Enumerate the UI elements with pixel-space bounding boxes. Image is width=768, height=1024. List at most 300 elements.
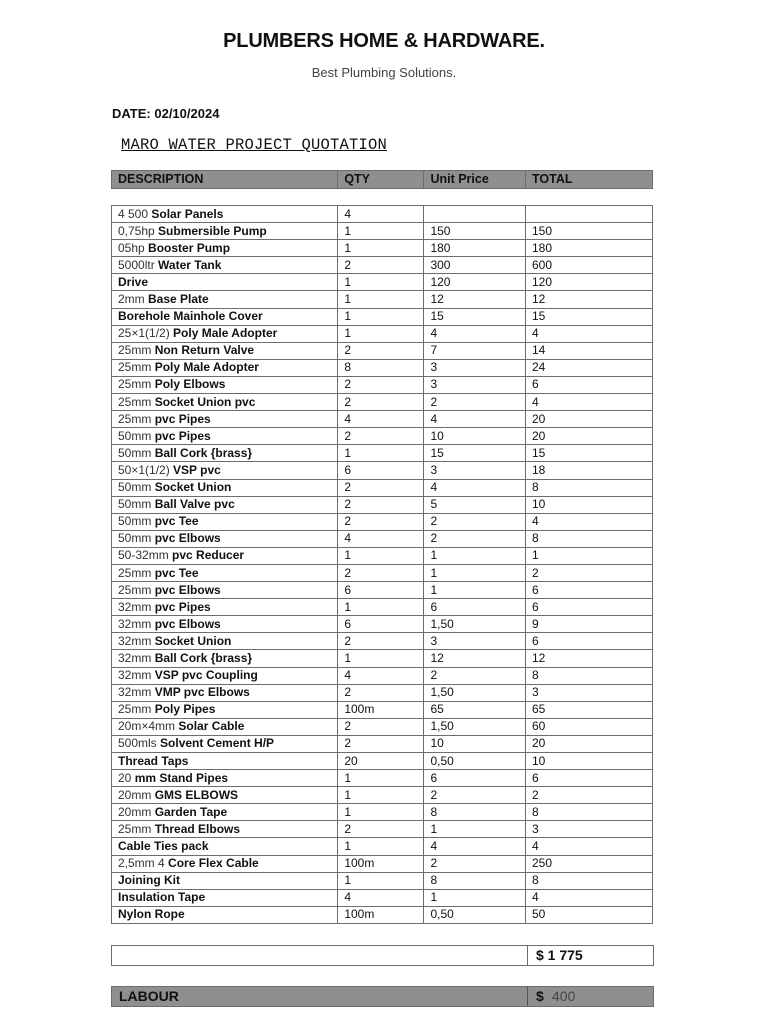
item-unit-price: 15 <box>424 445 526 462</box>
item-qty: 20 <box>338 753 424 770</box>
item-name: Poly Pipes <box>154 702 216 717</box>
item-total: 60 <box>526 718 653 735</box>
item-total: 4 <box>526 325 653 342</box>
item-description <box>112 411 338 428</box>
item-name: pvc Elbows <box>154 616 221 631</box>
quotation-date: DATE: 02/10/2024 <box>112 106 220 121</box>
item-size: 20 <box>118 770 132 785</box>
item-qty: 2 <box>338 257 424 274</box>
item-description <box>112 359 338 376</box>
item-qty: 2 <box>338 342 424 359</box>
item-name: Submersible Pump <box>158 223 267 238</box>
item-size: 4 500 <box>118 206 149 221</box>
item-total: 8 <box>526 804 653 821</box>
item-total: 4 <box>526 513 653 530</box>
item-total: 3 <box>526 821 653 838</box>
item-size: 2mm <box>118 292 145 307</box>
item-size: 25mm <box>118 821 152 836</box>
labour-currency: $ <box>536 988 544 1004</box>
item-name: Ball Cork {brass} <box>154 650 253 665</box>
item-total: 6 <box>526 633 653 650</box>
item-total: 50 <box>526 906 653 923</box>
company-name: PLUMBERS HOME & HARDWARE. <box>223 30 545 52</box>
table-row <box>112 582 653 599</box>
item-unit-price: 12 <box>424 650 526 667</box>
item-description <box>112 240 338 257</box>
item-description <box>112 701 338 718</box>
item-description <box>112 872 338 889</box>
column-header-description: DESCRIPTION <box>112 171 338 189</box>
item-unit-price: 150 <box>424 223 526 240</box>
item-description <box>112 376 338 393</box>
table-row <box>112 701 653 718</box>
item-total: 24 <box>526 359 653 376</box>
item-size: 0,75hp <box>118 223 155 238</box>
item-name: Water Tank <box>158 257 222 272</box>
table-row <box>112 735 653 752</box>
item-total: 10 <box>526 753 653 770</box>
item-size: 25mm <box>118 565 152 580</box>
item-unit-price: 3 <box>424 462 526 479</box>
item-size: 5000ltr <box>118 257 155 272</box>
item-size: 32mm <box>118 599 152 614</box>
item-name: Thread Elbows <box>154 821 241 836</box>
item-description <box>112 855 338 872</box>
table-row <box>112 428 653 445</box>
item-name: Solar Cable <box>178 719 245 734</box>
table-row <box>112 872 653 889</box>
item-unit-price: 65 <box>424 701 526 718</box>
item-name: Insulation Tape <box>118 890 206 905</box>
item-name: Ball Cork {brass} <box>154 445 253 460</box>
item-total: 4 <box>526 838 653 855</box>
item-name: Solar Panels <box>151 206 224 221</box>
item-name: VMP pvc Elbows <box>154 685 250 700</box>
item-qty: 1 <box>338 599 424 616</box>
item-unit-price: 4 <box>424 325 526 342</box>
item-size: 50mm <box>118 445 152 460</box>
item-size: 25mm <box>118 343 152 358</box>
item-total: 9 <box>526 616 653 633</box>
item-qty: 1 <box>338 838 424 855</box>
company-tagline: Best Plumbing Solutions. <box>311 65 457 80</box>
item-qty: 6 <box>338 616 424 633</box>
item-qty: 1 <box>338 872 424 889</box>
item-qty: 2 <box>338 633 424 650</box>
item-qty: 4 <box>338 889 424 906</box>
item-qty: 2 <box>338 428 424 445</box>
item-total: 250 <box>526 855 653 872</box>
item-size: 25mm <box>118 360 152 375</box>
item-size: 50-32mm <box>118 548 169 563</box>
item-size: 25×1(1/2) <box>118 326 170 341</box>
item-total: 8 <box>526 667 653 684</box>
table-row <box>112 855 653 872</box>
item-total: 14 <box>526 342 653 359</box>
item-size: 25mm <box>118 394 152 409</box>
item-size: 32mm <box>118 668 152 683</box>
item-name: Cable Ties pack <box>118 839 209 854</box>
item-total: 18 <box>526 462 653 479</box>
item-total: 6 <box>526 376 653 393</box>
table-row <box>112 838 653 855</box>
table-row <box>112 223 653 240</box>
item-unit-price: 15 <box>424 308 526 325</box>
item-size: 20m×4mm <box>118 719 176 734</box>
item-unit-price: 180 <box>424 240 526 257</box>
item-qty: 1 <box>338 787 424 804</box>
item-unit-price: 3 <box>424 359 526 376</box>
item-qty: 2 <box>338 735 424 752</box>
item-description <box>112 735 338 752</box>
item-description <box>112 428 338 445</box>
column-header-unit-price: Unit Price <box>424 171 526 189</box>
table-row <box>112 889 653 906</box>
item-unit-price: 4 <box>424 411 526 428</box>
item-qty: 4 <box>338 411 424 428</box>
item-total: 2 <box>526 787 653 804</box>
item-qty: 2 <box>338 684 424 701</box>
table-row <box>112 906 653 923</box>
item-name: pvc Elbows <box>154 582 221 597</box>
item-name: Ball Valve pvc <box>154 497 235 512</box>
item-qty: 2 <box>338 496 424 513</box>
item-name: Drive <box>118 274 149 289</box>
table-row <box>112 274 653 291</box>
item-name: Socket Union <box>154 480 232 495</box>
item-size: 25mm <box>118 411 152 426</box>
item-qty: 100m <box>338 701 424 718</box>
item-description <box>112 257 338 274</box>
item-qty: 1 <box>338 274 424 291</box>
item-size: 25mm <box>118 377 152 392</box>
table-row <box>112 496 653 513</box>
item-description <box>112 821 338 838</box>
column-header-total: TOTAL <box>526 171 653 189</box>
item-name: Joining Kit <box>118 873 180 888</box>
item-description <box>112 564 338 581</box>
item-total <box>526 206 653 223</box>
item-qty: 8 <box>338 359 424 376</box>
item-unit-price: 7 <box>424 342 526 359</box>
item-qty: 1 <box>338 547 424 564</box>
item-unit-price: 2 <box>424 855 526 872</box>
item-unit-price: 6 <box>424 599 526 616</box>
table-row <box>112 616 653 633</box>
table-row <box>112 770 653 787</box>
item-description <box>112 462 338 479</box>
table-row <box>112 667 653 684</box>
item-unit-price: 2 <box>424 394 526 411</box>
item-total: 2 <box>526 564 653 581</box>
item-total: 6 <box>526 582 653 599</box>
item-name: Garden Tape <box>154 804 228 819</box>
item-description <box>112 753 338 770</box>
item-description <box>112 906 338 923</box>
project-title: MARO WATER PROJECT QUOTATION <box>121 136 388 154</box>
item-unit-price: 0,50 <box>424 906 526 923</box>
item-size: 32mm <box>118 650 152 665</box>
item-description <box>112 274 338 291</box>
table-row <box>112 462 653 479</box>
item-name: Socket Union <box>154 633 232 648</box>
table-row <box>112 376 653 393</box>
item-qty: 2 <box>338 718 424 735</box>
item-total: 120 <box>526 274 653 291</box>
item-name: pvc Tee <box>154 514 199 529</box>
table-row <box>112 308 653 325</box>
item-name: VSP pvc <box>173 462 221 477</box>
item-description <box>112 718 338 735</box>
item-name: Solvent Cement H/P <box>160 736 275 751</box>
item-description <box>112 650 338 667</box>
item-description <box>112 599 338 616</box>
items-table <box>111 205 653 924</box>
item-unit-price: 3 <box>424 376 526 393</box>
item-size: 32mm <box>118 616 152 631</box>
item-total: 8 <box>526 479 653 496</box>
table-row <box>112 650 653 667</box>
item-description <box>112 667 338 684</box>
item-unit-price: 12 <box>424 291 526 308</box>
item-qty: 1 <box>338 325 424 342</box>
item-name: Borehole Mainhole Cover <box>118 309 263 324</box>
item-size: 20mm <box>118 787 152 802</box>
table-row <box>112 240 653 257</box>
item-unit-price: 1,50 <box>424 616 526 633</box>
item-unit-price: 0,50 <box>424 753 526 770</box>
table-row <box>112 411 653 428</box>
item-description <box>112 325 338 342</box>
item-unit-price: 2 <box>424 667 526 684</box>
item-qty: 1 <box>338 804 424 821</box>
item-name: Core Flex Cable <box>168 856 259 871</box>
table-row <box>112 359 653 376</box>
item-total: 10 <box>526 496 653 513</box>
item-name: Booster Pump <box>148 240 231 255</box>
item-total: 20 <box>526 428 653 445</box>
item-total: 3 <box>526 684 653 701</box>
item-total: 6 <box>526 770 653 787</box>
item-size: 50mm <box>118 497 152 512</box>
item-qty: 4 <box>338 206 424 223</box>
table-row <box>112 530 653 547</box>
item-size: 50mm <box>118 531 152 546</box>
column-header-qty: QTY <box>338 171 424 189</box>
item-total: 8 <box>526 872 653 889</box>
item-description <box>112 889 338 906</box>
item-qty: 6 <box>338 582 424 599</box>
item-qty: 2 <box>338 394 424 411</box>
item-unit-price: 5 <box>424 496 526 513</box>
table-row <box>112 445 653 462</box>
item-name: pvc Pipes <box>154 428 211 443</box>
item-unit-price: 2 <box>424 787 526 804</box>
item-description <box>112 582 338 599</box>
table-row <box>112 684 653 701</box>
item-unit-price: 2 <box>424 513 526 530</box>
item-total: 12 <box>526 650 653 667</box>
item-unit-price: 1 <box>424 564 526 581</box>
item-description <box>112 513 338 530</box>
item-unit-price: 1 <box>424 547 526 564</box>
item-description <box>112 616 338 633</box>
item-qty: 1 <box>338 291 424 308</box>
item-size: 20mm <box>118 804 152 819</box>
item-total: 20 <box>526 411 653 428</box>
table-row <box>112 257 653 274</box>
item-unit-price: 6 <box>424 770 526 787</box>
item-unit-price: 1,50 <box>424 718 526 735</box>
item-description <box>112 770 338 787</box>
item-unit-price: 120 <box>424 274 526 291</box>
item-description <box>112 804 338 821</box>
item-qty: 1 <box>338 650 424 667</box>
item-size: 50mm <box>118 480 152 495</box>
item-description <box>112 479 338 496</box>
item-total: 12 <box>526 291 653 308</box>
table-row <box>112 394 653 411</box>
item-description <box>112 496 338 513</box>
item-description <box>112 206 338 223</box>
table-row <box>112 325 653 342</box>
item-name: Non Return Valve <box>154 343 255 358</box>
item-qty: 2 <box>338 376 424 393</box>
item-description <box>112 445 338 462</box>
item-description <box>112 291 338 308</box>
item-unit-price <box>424 206 526 223</box>
item-unit-price: 1 <box>424 889 526 906</box>
table-row <box>112 513 653 530</box>
item-unit-price: 3 <box>424 633 526 650</box>
item-name: Poly Male Adopter <box>154 360 259 375</box>
item-description <box>112 530 338 547</box>
item-size: 05hp <box>118 240 145 255</box>
item-description <box>112 684 338 701</box>
table-row <box>112 342 653 359</box>
item-qty: 6 <box>338 462 424 479</box>
item-qty: 1 <box>338 240 424 257</box>
table-row <box>112 291 653 308</box>
item-unit-price: 8 <box>424 872 526 889</box>
table-row <box>112 804 653 821</box>
item-unit-price: 1,50 <box>424 684 526 701</box>
item-name: Socket Union pvc <box>154 394 256 409</box>
table-row <box>112 479 653 496</box>
table-row <box>112 753 653 770</box>
item-name: GMS ELBOWS <box>154 787 239 802</box>
item-qty: 2 <box>338 479 424 496</box>
item-total: 15 <box>526 308 653 325</box>
item-qty: 2 <box>338 513 424 530</box>
item-name: pvc Pipes <box>154 411 211 426</box>
item-total: 1 <box>526 547 653 564</box>
item-description <box>112 838 338 855</box>
table-row <box>112 787 653 804</box>
item-unit-price: 4 <box>424 479 526 496</box>
item-qty: 100m <box>338 906 424 923</box>
item-qty: 4 <box>338 667 424 684</box>
table-row <box>112 599 653 616</box>
item-size: 500mls <box>118 736 157 751</box>
item-total: 20 <box>526 735 653 752</box>
table-header <box>111 170 653 189</box>
item-name: mm Stand Pipes <box>134 770 229 785</box>
item-total: 8 <box>526 530 653 547</box>
labour-label: LABOUR <box>119 988 179 1004</box>
item-name: pvc Reducer <box>172 548 245 563</box>
table-row <box>112 821 653 838</box>
item-unit-price: 300 <box>424 257 526 274</box>
item-total: 180 <box>526 240 653 257</box>
item-unit-price: 2 <box>424 530 526 547</box>
item-qty: 1 <box>338 223 424 240</box>
item-unit-price: 8 <box>424 804 526 821</box>
item-total: 65 <box>526 701 653 718</box>
item-name: VSP pvc Coupling <box>154 668 258 683</box>
item-total: 15 <box>526 445 653 462</box>
table-row <box>112 718 653 735</box>
table-row <box>112 633 653 650</box>
item-size: 50×1(1/2) <box>118 462 170 477</box>
item-total: 150 <box>526 223 653 240</box>
item-total: 4 <box>526 889 653 906</box>
item-total: 4 <box>526 394 653 411</box>
item-name: Base Plate <box>148 292 209 307</box>
item-description <box>112 547 338 564</box>
item-name: Poly Elbows <box>154 377 226 392</box>
item-description <box>112 308 338 325</box>
item-qty: 1 <box>338 770 424 787</box>
item-size: 32mm <box>118 685 152 700</box>
item-size: 50mm <box>118 514 152 529</box>
labour-row <box>111 986 654 1007</box>
item-description <box>112 394 338 411</box>
item-size: 25mm <box>118 582 152 597</box>
grand-total-value: $ 1 775 <box>536 947 583 963</box>
table-row <box>112 564 653 581</box>
item-total: 600 <box>526 257 653 274</box>
item-description <box>112 223 338 240</box>
item-description <box>112 787 338 804</box>
item-total: 6 <box>526 599 653 616</box>
item-name: pvc Tee <box>154 565 199 580</box>
item-description <box>112 342 338 359</box>
item-name: pvc Pipes <box>154 599 211 614</box>
item-unit-price: 10 <box>424 735 526 752</box>
item-name: pvc Elbows <box>154 531 221 546</box>
grand-total-row <box>111 945 654 966</box>
item-name: Poly Male Adopter <box>173 326 278 341</box>
item-size: 2,5mm 4 <box>118 856 165 871</box>
item-qty: 100m <box>338 855 424 872</box>
item-name: Nylon Rope <box>118 907 185 922</box>
item-unit-price: 10 <box>424 428 526 445</box>
item-qty: 1 <box>338 308 424 325</box>
item-unit-price: 1 <box>424 821 526 838</box>
table-row <box>112 206 653 223</box>
labour-value: 400 <box>552 988 576 1004</box>
table-row <box>112 547 653 564</box>
item-unit-price: 4 <box>424 838 526 855</box>
item-qty: 1 <box>338 445 424 462</box>
item-qty: 4 <box>338 530 424 547</box>
item-size: 50mm <box>118 428 152 443</box>
item-description <box>112 633 338 650</box>
item-size: 25mm <box>118 702 152 717</box>
item-qty: 2 <box>338 564 424 581</box>
item-unit-price: 1 <box>424 582 526 599</box>
